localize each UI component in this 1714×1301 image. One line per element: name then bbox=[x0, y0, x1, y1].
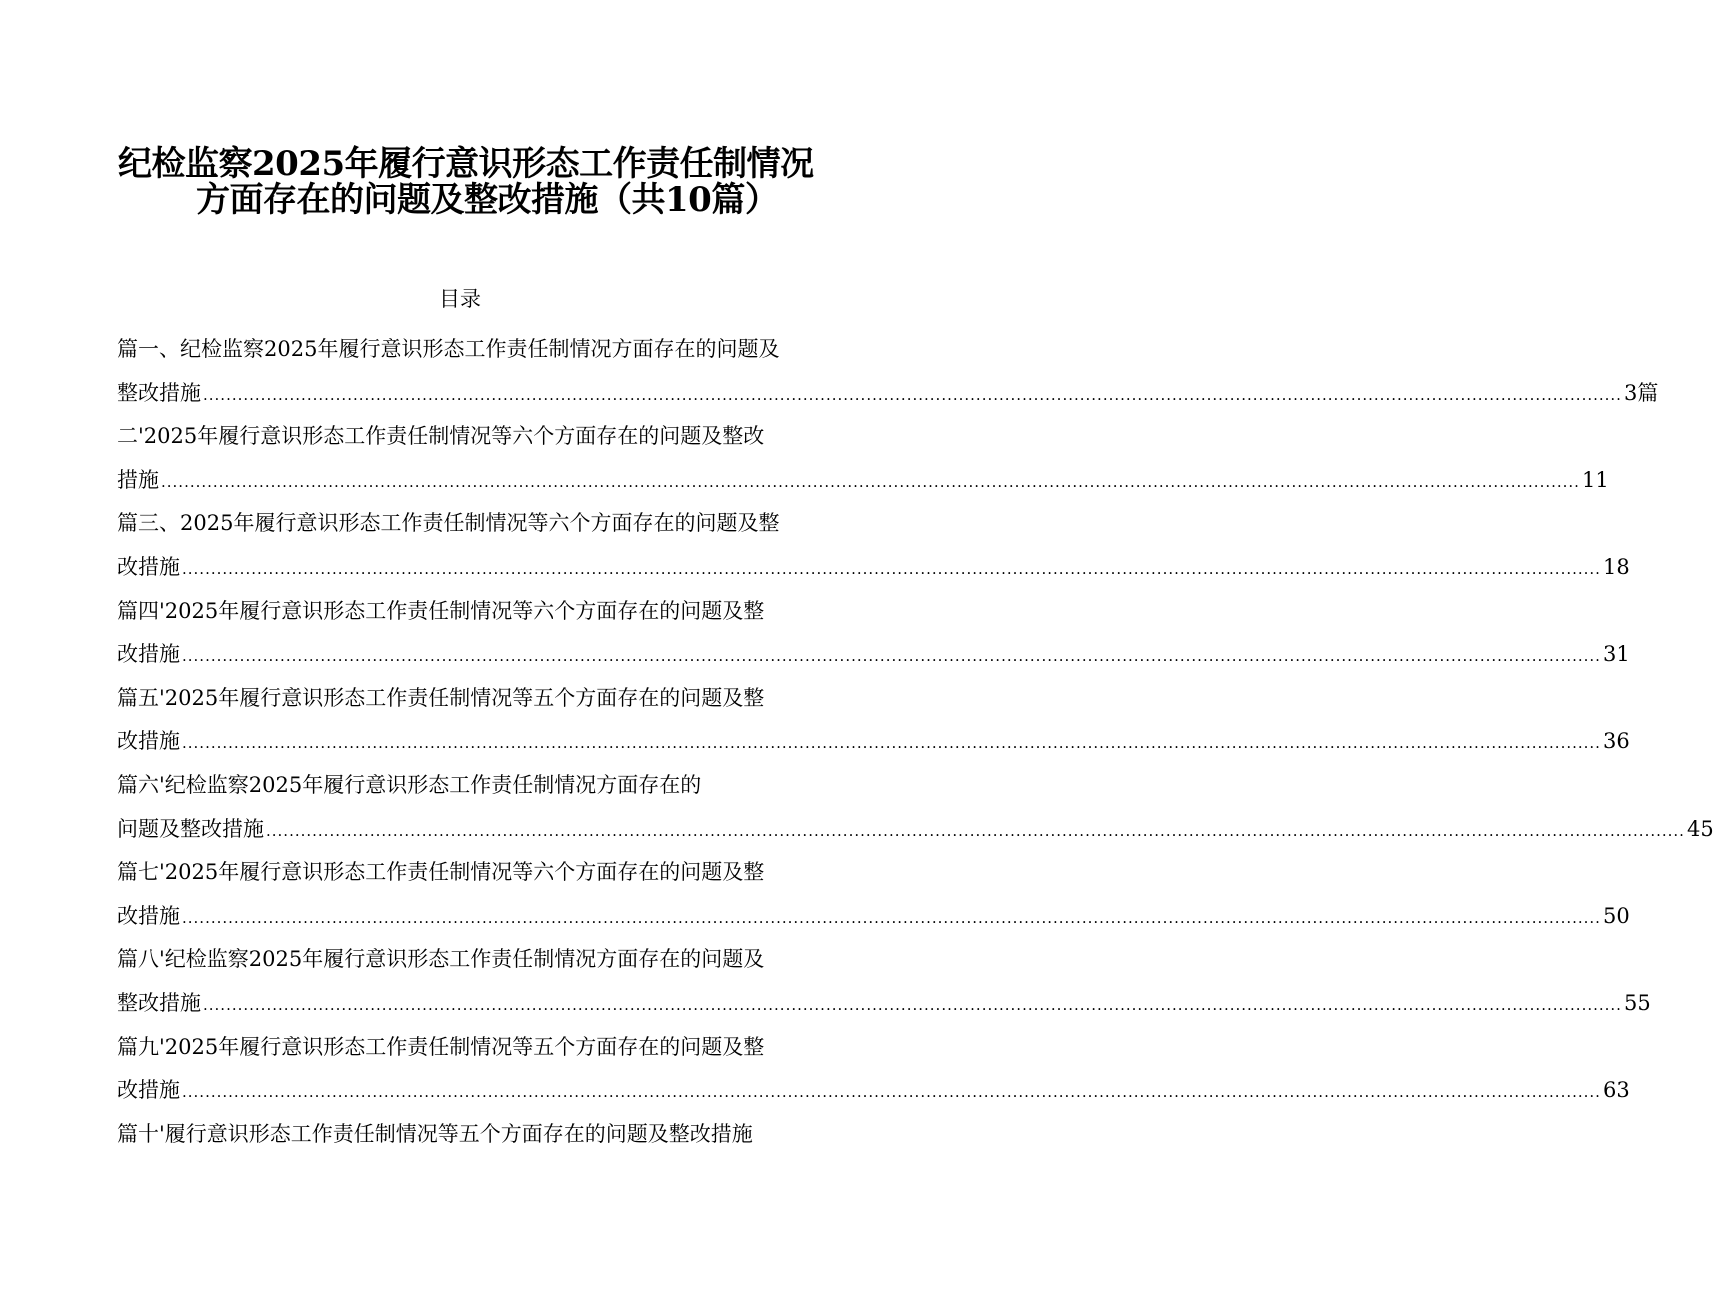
toc-entry-text: 问题及整改措施 bbox=[117, 816, 264, 841]
toc-entry-title-line[interactable] bbox=[117, 1119, 832, 1149]
toc-entry-title-line[interactable] bbox=[117, 508, 832, 538]
toc-entry-text: 篇三、2025年履行意识形态工作责任制情况等六个方面存在的问题及整 bbox=[117, 511, 780, 536]
toc-page-number: 36 bbox=[1602, 729, 1630, 754]
toc-page-number: 63 bbox=[1602, 1078, 1630, 1103]
toc-entry-title-line[interactable] bbox=[117, 944, 832, 974]
toc-entry-title-line[interactable] bbox=[117, 857, 832, 887]
toc-entry-leader-line[interactable] bbox=[117, 814, 1714, 844]
toc-entry-text: 改措施 bbox=[117, 729, 180, 754]
toc-page-number: 31 bbox=[1602, 642, 1630, 667]
toc-entry-leader-line[interactable] bbox=[117, 378, 1659, 408]
toc-heading: 目录 bbox=[439, 287, 481, 311]
toc-entry-title-line[interactable] bbox=[117, 596, 832, 626]
toc-entry-text: 篇七'2025年履行意识形态工作责任制情况等六个方面存在的问题及整 bbox=[117, 860, 765, 885]
toc-entry-leader-line[interactable] bbox=[117, 465, 1609, 495]
toc-page-number: 55 bbox=[1623, 991, 1651, 1015]
toc-entry-text: 篇九'2025年履行意识形态工作责任制情况等五个方面存在的问题及整 bbox=[117, 1034, 765, 1059]
toc-page-number: 11 bbox=[1581, 467, 1609, 492]
toc-entry-title-line[interactable] bbox=[117, 421, 832, 451]
toc-entry-text: 篇四'2025年履行意识形态工作责任制情况等六个方面存在的问题及整 bbox=[117, 598, 765, 623]
toc-leader-dots: ...................................................................................................................................................................................................................................................... bbox=[182, 647, 1601, 666]
document-title-line-1: 纪检监察2025年履行意识形态工作责任制情况 bbox=[118, 144, 814, 184]
toc-page-number: 45 bbox=[1686, 816, 1714, 841]
toc-entry-leader-line[interactable] bbox=[117, 639, 1630, 669]
toc-leader-dots: ...................................................................................................................................................................................................................................................... bbox=[266, 821, 1685, 840]
toc-entry-text: 整改措施 bbox=[117, 380, 201, 405]
toc-entry-title-line[interactable] bbox=[117, 1032, 832, 1062]
toc-entry-text: 改措施 bbox=[117, 1078, 180, 1103]
toc-leader-dots: ...................................................................................................................................................................................................................................................... bbox=[203, 996, 1622, 1014]
toc-leader-dots: ...................................................................................................................................................................................................................................................... bbox=[182, 560, 1601, 578]
toc-entry-text: 改措施 bbox=[117, 903, 180, 928]
toc-leader-dots: ...................................................................................................................................................................................................................................................... bbox=[203, 385, 1622, 404]
toc-leader-dots: ...................................................................................................................................................................................................................................................... bbox=[182, 1083, 1601, 1102]
toc-page-number: 18 bbox=[1602, 555, 1630, 579]
toc-page-number: 3篇 bbox=[1623, 380, 1659, 405]
toc-entry-leader-line[interactable] bbox=[117, 1075, 1630, 1105]
toc-entry-text: 篇十'履行意识形态工作责任制情况等五个方面存在的问题及整改措施 bbox=[117, 1121, 753, 1146]
toc-leader-dots: ...................................................................................................................................................................................................................................................... bbox=[161, 472, 1580, 491]
toc-page-number: 50 bbox=[1602, 903, 1630, 928]
toc-entry-text: 二'2025年履行意识形态工作责任制情况等六个方面存在的问题及整改 bbox=[117, 424, 765, 449]
toc-entry-text: 措施 bbox=[117, 467, 159, 492]
toc-entry-title-line[interactable] bbox=[117, 770, 832, 800]
toc-entry-leader-line[interactable] bbox=[117, 726, 1630, 756]
toc-entry-text: 篇五'2025年履行意识形态工作责任制情况等五个方面存在的问题及整 bbox=[117, 685, 765, 710]
toc-entry-text: 改措施 bbox=[117, 642, 180, 667]
toc-entry-text: 篇八'纪检监察2025年履行意识形态工作责任制情况方面存在的问题及 bbox=[117, 947, 765, 972]
toc-entry-text: 篇六'纪检监察2025年履行意识形态工作责任制情况方面存在的 bbox=[117, 773, 702, 797]
toc-entry-title-line[interactable] bbox=[117, 683, 832, 713]
toc-entry-leader-line[interactable] bbox=[117, 901, 1630, 931]
toc-entry-text: 改措施 bbox=[117, 555, 180, 579]
toc-leader-dots: ...................................................................................................................................................................................................................................................... bbox=[182, 734, 1601, 753]
document-title-line-2: 方面存在的问题及整改措施（共10篇） bbox=[196, 180, 779, 220]
toc-entry-leader-line[interactable] bbox=[117, 552, 1630, 582]
toc-entry-title-line[interactable] bbox=[117, 334, 832, 364]
toc-leader-dots: ...................................................................................................................................................................................................................................................... bbox=[182, 908, 1601, 927]
toc-entry-text: 整改措施 bbox=[117, 991, 201, 1015]
toc-entry-text: 篇一、纪检监察2025年履行意识形态工作责任制情况方面存在的问题及 bbox=[117, 337, 780, 361]
toc-entry-leader-line[interactable] bbox=[117, 988, 1651, 1018]
